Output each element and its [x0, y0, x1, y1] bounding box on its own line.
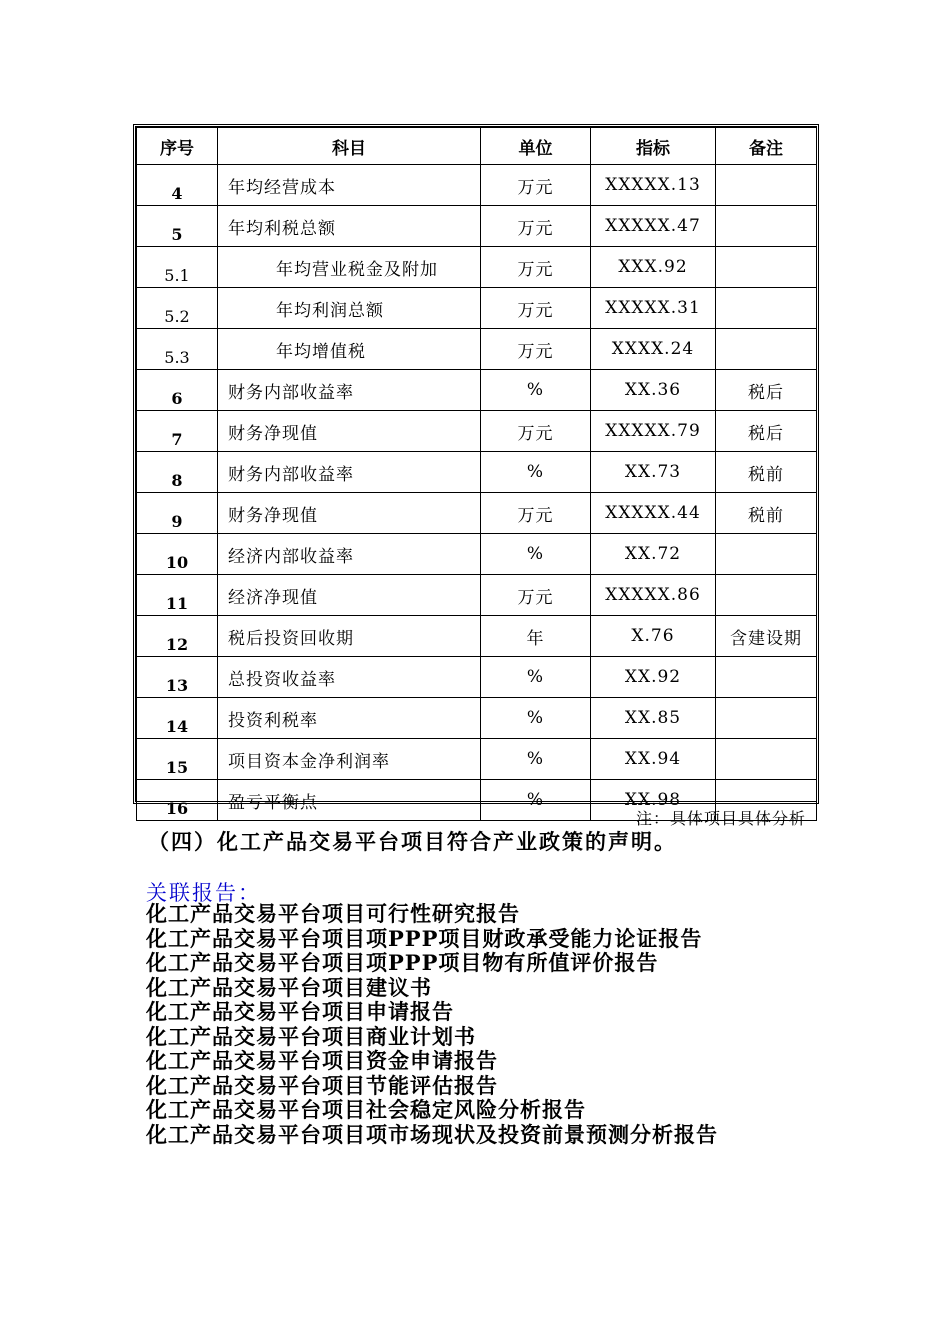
cell-seq: 12: [137, 616, 218, 657]
header-seq: 序号: [137, 128, 218, 165]
related-report-link[interactable]: 化工产品交易平台项目建议书: [146, 974, 432, 1000]
cell-seq: 5.2: [137, 288, 218, 329]
table-footnote: 注：具体项目具体分析: [635, 809, 806, 828]
cell-value: XX.94: [591, 739, 716, 780]
table-row: [137, 165, 817, 206]
cell-item: 财务净现值: [218, 411, 481, 452]
cell-value: XXXXX.86: [591, 575, 716, 616]
cell-unit: 万元: [481, 329, 591, 370]
cell-item: 总投资收益率: [218, 657, 481, 698]
table-row: [137, 329, 817, 370]
indicator-table: [136, 127, 817, 821]
cell-note: [716, 329, 817, 370]
cell-seq: 5.3: [137, 329, 218, 370]
cell-item: 税后投资回收期: [218, 616, 481, 657]
cell-seq: 16: [137, 780, 218, 821]
table-row: [137, 288, 817, 329]
cell-value: XX.72: [591, 534, 716, 575]
cell-note: [716, 739, 817, 780]
cell-unit: 万元: [481, 575, 591, 616]
cell-item: 经济净现值: [218, 575, 481, 616]
table-row: [137, 452, 817, 493]
cell-note: 税前: [716, 452, 817, 493]
cell-value: XX.92: [591, 657, 716, 698]
cell-item: 盈亏平衡点: [218, 780, 481, 821]
related-report-link[interactable]: 化工产品交易平台项目项PPP项目财政承受能力论证报告: [146, 925, 703, 951]
cell-note: [716, 575, 817, 616]
table-row: [137, 411, 817, 452]
related-reports-list: [146, 902, 718, 1147]
cell-unit: 万元: [481, 288, 591, 329]
cell-item: 年均营业税金及附加: [218, 247, 481, 288]
cell-value: XXX.92: [591, 247, 716, 288]
cell-seq: 14: [137, 698, 218, 739]
cell-note: 税后: [716, 370, 817, 411]
cell-seq: 6: [137, 370, 218, 411]
header-item: 科目: [218, 128, 481, 165]
cell-note: 含建设期: [716, 616, 817, 657]
cell-unit: 万元: [481, 493, 591, 534]
header-unit: 单位: [481, 128, 591, 165]
cell-unit: %: [481, 698, 591, 739]
cell-seq: 11: [137, 575, 218, 616]
cell-item: 年均利润总额: [218, 288, 481, 329]
cell-item: 经济内部收益率: [218, 534, 481, 575]
cell-item: 投资利税率: [218, 698, 481, 739]
cell-unit: %: [481, 657, 591, 698]
cell-value: XXXXX.47: [591, 206, 716, 247]
related-report-link[interactable]: 化工产品交易平台项目项PPP项目物有所值评价报告: [146, 950, 659, 975]
table-row: [137, 534, 817, 575]
cell-item: 项目资本金净利润率: [218, 739, 481, 780]
table-row: [137, 698, 817, 739]
cell-value: XXXXX.44: [591, 493, 716, 534]
table-row: [137, 206, 817, 247]
cell-note: [716, 165, 817, 206]
cell-item: 财务内部收益率: [218, 370, 481, 411]
cell-unit: %: [481, 739, 591, 780]
cell-note: [716, 206, 817, 247]
table-row: [137, 370, 817, 411]
table-row: [137, 575, 817, 616]
cell-seq: 8: [137, 452, 218, 493]
cell-item: 年均增值税: [218, 329, 481, 370]
cell-note: 税后: [716, 411, 817, 452]
policy-statement-heading: （四）化工产品交易平台项目符合产业政策的声明。: [148, 829, 677, 854]
related-report-link[interactable]: 化工产品交易平台项目申请报告: [146, 999, 454, 1024]
table-row: [137, 493, 817, 534]
cell-seq: 10: [137, 534, 218, 575]
cell-item: 财务净现值: [218, 493, 481, 534]
table-row: [137, 247, 817, 288]
cell-seq: 5: [137, 206, 218, 247]
cell-unit: 万元: [481, 165, 591, 206]
cell-value: XX.98: [591, 780, 716, 821]
related-report-link[interactable]: 化工产品交易平台项目社会稳定风险分析报告: [146, 1097, 586, 1122]
cell-seq: 4: [137, 165, 218, 206]
cell-unit: 万元: [481, 411, 591, 452]
cell-unit: %: [481, 452, 591, 493]
related-report-link[interactable]: 化工产品交易平台项目可行性研究报告: [146, 901, 520, 926]
cell-seq: 13: [137, 657, 218, 698]
indicator-table-wrapper: [133, 124, 819, 818]
cell-unit: 年: [481, 616, 591, 657]
table-row: [137, 616, 817, 657]
related-report-link[interactable]: 化工产品交易平台项目节能评估报告: [146, 1072, 498, 1098]
cell-note: 税前: [716, 493, 817, 534]
cell-item: 年均利税总额: [218, 206, 481, 247]
table-row: [137, 739, 817, 780]
cell-value: XX.85: [591, 698, 716, 739]
related-report-link[interactable]: 化工产品交易平台项目资金申请报告: [146, 1048, 498, 1073]
cell-value: XXXXX.31: [591, 288, 716, 329]
cell-note: [716, 534, 817, 575]
cell-unit: %: [481, 534, 591, 575]
related-report-link[interactable]: 化工产品交易平台项目项市场现状及投资前景预测分析报告: [146, 1121, 718, 1147]
cell-value: XXXXX.79: [591, 411, 716, 452]
cell-item: 年均经营成本: [218, 165, 481, 206]
cell-value: XX.73: [591, 452, 716, 493]
cell-unit: %: [481, 370, 591, 411]
cell-note: [716, 657, 817, 698]
header-note: 备注: [716, 128, 817, 165]
cell-seq: 7: [137, 411, 218, 452]
cell-unit: 万元: [481, 247, 591, 288]
cell-item: 财务内部收益率: [218, 452, 481, 493]
related-reports-title: 关联报告：: [146, 881, 261, 905]
cell-value: XXXXX.13: [591, 165, 716, 206]
cell-value: XX.36: [591, 370, 716, 411]
cell-note: [716, 288, 817, 329]
related-report-link[interactable]: 化工产品交易平台项目商业计划书: [146, 1023, 476, 1049]
cell-seq: 9: [137, 493, 218, 534]
cell-seq: 15: [137, 739, 218, 780]
cell-unit: %: [481, 780, 591, 821]
header-value: 指标: [591, 128, 716, 165]
cell-unit: 万元: [481, 206, 591, 247]
cell-value: XXXX.24: [591, 329, 716, 370]
cell-seq: 5.1: [137, 247, 218, 288]
cell-note: [716, 247, 817, 288]
cell-value: X.76: [591, 616, 716, 657]
table-row: [137, 657, 817, 698]
table-body: [137, 165, 817, 821]
cell-note: [716, 698, 817, 739]
table-header-row: [137, 128, 817, 165]
